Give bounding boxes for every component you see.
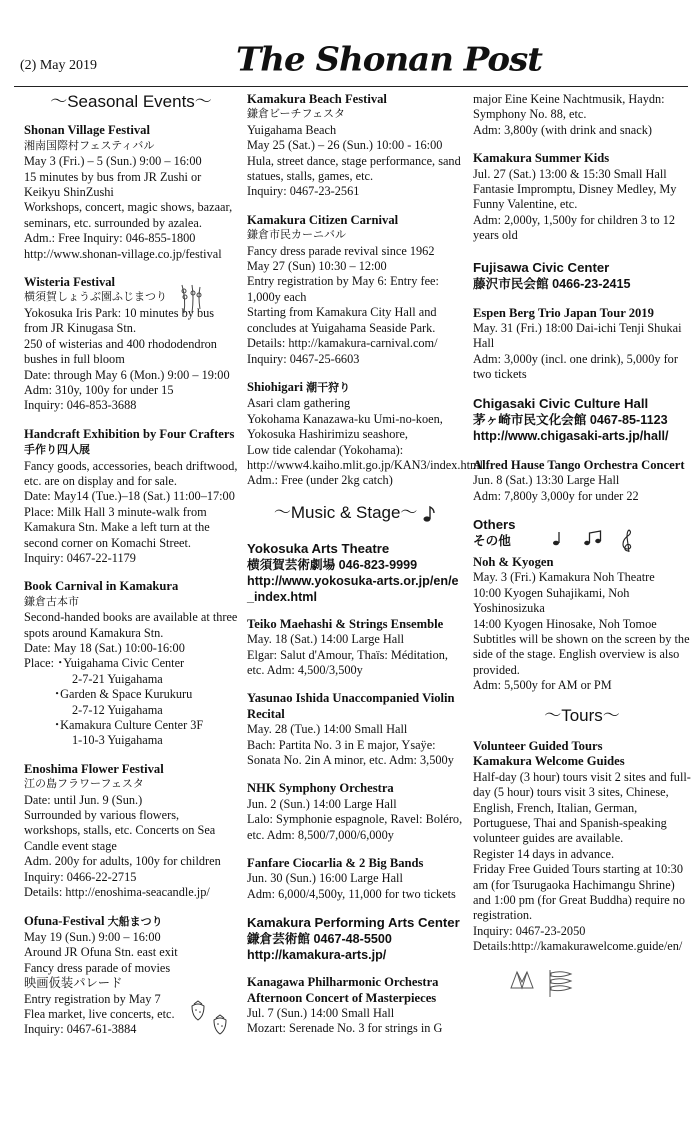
event-title: Espen Berg Trio Japan Tour 2019 xyxy=(473,305,654,320)
others-name: Others xyxy=(473,516,516,532)
event-detail: Inquiry: 0467-22-1179 xyxy=(24,550,136,565)
event-detail: Adm: 3,800y (with drink and snack) xyxy=(473,122,652,137)
event-list-others xyxy=(473,555,691,694)
venue-url[interactable]: http://www.yokosuka-arts.or.jp/en/e_index.html xyxy=(247,573,459,604)
event-title: Wisteria Festival xyxy=(24,275,116,290)
event-detail: Date: through May 6 (Mon.) 9:00 – 19:00 xyxy=(24,367,230,382)
event-title: Fanfare Ciocarlia & 2 Big Bands xyxy=(247,856,424,871)
event-item xyxy=(247,92,463,200)
venue-phone: 0466-23-2415 xyxy=(552,276,631,291)
event-detail: Surrounded by various flowers, workshops, stalls, etc. Concerts on Sea Candle event stage xyxy=(24,808,216,853)
event-title: Kanagawa Philharmonic Orchestra Afternoon Concert of Masterpieces xyxy=(247,975,439,1005)
section-heading-seasonal-events: 〜Seasonal Events〜 xyxy=(50,92,212,111)
event-detail: Mozart: Serenade No. 3 for strings in G xyxy=(247,1021,443,1036)
event-detail: Fancy dress parade of movies xyxy=(24,960,171,975)
event-detail: Inquiry: 0467-23-2050 xyxy=(473,923,586,938)
event-detail: 1-10-3 Yuigahama xyxy=(72,733,163,748)
event-item xyxy=(247,856,463,902)
beamed-notes-icon xyxy=(583,529,603,553)
event-detail: Flea market, live concerts, etc. xyxy=(24,1006,175,1021)
venue-jp-name: 鎌倉芸術館 xyxy=(247,932,310,947)
event-item xyxy=(247,379,484,489)
issue-date: (2) May 2019 xyxy=(20,58,97,73)
treble-clef-icon xyxy=(621,529,635,553)
music-note-icon xyxy=(551,529,565,553)
event-jp-title: 鎌倉ビーチフェスタ xyxy=(247,108,346,121)
venue-jp-name: 茅ヶ崎市民文化会館 xyxy=(473,412,587,427)
event-title: Yasunao Ishida Unaccompanied Violin Recital xyxy=(247,691,455,721)
event-detail: 映画仮装パレード xyxy=(24,976,123,991)
event-detail: Jun. 30 (Sun.) 16:00 Large Hall xyxy=(247,871,403,886)
venue-name: Kamakura Performing Arts Center xyxy=(247,915,460,931)
event-list-kamakura-arts xyxy=(247,975,463,1037)
event-list-yokosuka xyxy=(247,617,463,903)
event-detail: Fancy goods, accessories, beach driftwood, etc. are on display and for sale. xyxy=(24,458,238,488)
event-detail: Entry registration by May 7 xyxy=(24,991,161,1006)
event-detail: Inquiry: 0467-25-6603 xyxy=(247,351,360,366)
tour-title: Volunteer Guided Tours xyxy=(473,738,603,753)
venue-chigasaki xyxy=(473,396,691,444)
event-detail: ･Kamakura Culture Center 3F xyxy=(54,718,204,733)
event-title: Kamakura Beach Festival xyxy=(247,92,387,106)
tour-illustrations xyxy=(509,968,691,998)
event-detail: Entry registration by May 6: Entry fee: 1,000y each xyxy=(247,274,439,304)
event-detail: Low tide calendar (Yokohama): xyxy=(247,442,404,457)
event-jp-title: 鎌倉古本市 xyxy=(24,595,79,608)
event-detail: Fantasie Impromptu, Disney Medley, My Funny Valentine, etc. xyxy=(473,182,677,212)
venue-phone: 046-823-9999 xyxy=(338,557,418,572)
event-detail: Details: http://enoshima-seacandle.jp/ xyxy=(24,885,210,900)
others-heading xyxy=(473,517,691,549)
venue-contact xyxy=(473,276,691,292)
event-detail: Adm.: Free Inquiry: 046-855-1800 xyxy=(24,231,196,246)
event-item xyxy=(24,123,238,262)
event-detail: 14:00 Kyogen Hinosake, Noh Tomoe xyxy=(473,616,657,631)
event-detail: May 25 (Sat.) – 26 (Sun.) 10:00 - 16:00 xyxy=(247,138,443,153)
event-detail: May. 3 (Fri.) Kamakura Noh Theatre xyxy=(473,570,655,585)
event-detail: Jul. 27 (Sat.) 13:00 & 15:30 Small Hall xyxy=(473,166,667,181)
event-detail: Register 14 days in advance. xyxy=(473,846,615,861)
event-item xyxy=(247,213,463,367)
event-item xyxy=(473,555,691,694)
event-jp-title: 手作り四人展 xyxy=(24,444,90,457)
event-item xyxy=(247,975,463,1037)
music-notes-decoration xyxy=(551,529,635,553)
newsletter-title: The Shonan Post xyxy=(236,41,542,79)
event-title: Shonan Village Festival xyxy=(24,123,150,138)
event-detail: Yokosuka Iris Park: 10 minutes by bus from JR Kinugasa Stn. xyxy=(24,305,215,336)
event-detail: Workshops, concert, magic shows, bazaar, seminars, etc. surrounded by azalea. xyxy=(24,200,233,230)
event-detail: 250 of wisterias and 400 rhododendron bushes in full bloom xyxy=(24,336,217,367)
event-jp-title: 大船まつり xyxy=(107,915,163,928)
event-detail: 10:00 Kyogen Suhajikami, Noh Yoshinosizuka xyxy=(473,585,630,616)
event-detail: Details: http://kamakura-carnival.com/ xyxy=(247,336,438,351)
event-item xyxy=(247,691,463,768)
event-item xyxy=(247,781,463,843)
venue-name: Chigasaki Civic Culture Hall xyxy=(473,395,649,411)
venue-phone: 0467-48-5500 xyxy=(313,932,392,947)
event-detail: May 19 (Sun.) 9:00 – 16:00 xyxy=(24,929,161,944)
header-rule xyxy=(14,86,688,87)
event-jp-title: 湘南国際村フェスティバル xyxy=(24,139,155,152)
venue-fujisawa xyxy=(473,260,691,292)
venue-jp-name: 横須賀芸術劇場 xyxy=(247,557,336,572)
koinobori-icon xyxy=(547,968,573,998)
event-detail: Asari clam gathering xyxy=(247,396,351,411)
event-detail: Starting from Kamakura City Hall and concludes at Yuigahama Seaside Park. xyxy=(247,305,437,335)
event-detail: Half-day (3 hour) tours visit 2 sites and full-day (5 hour) tours visit 3 sites, Chinese, English, French, Italian, German, Portuguese, Thai and Spanish-speaking volunteer guides are available. xyxy=(473,769,691,846)
event-detail: Subtitles will be shown on the screen by the side of the stage. English overview is also provided. xyxy=(473,631,690,677)
event-jp-title: 潮干狩り xyxy=(306,381,351,394)
event-detail: Yokohama Kanazawa-ku Umi-no-koen, Yokosuka Hashirimizu seashore, xyxy=(247,411,443,442)
event-detail: Adm: 3,000y (incl. one drink), 5,000y for two tickets xyxy=(473,351,678,382)
venue-url[interactable]: http://www.chigasaki-arts.jp/hall/ xyxy=(473,428,669,443)
event-title: Shiohigari 潮干狩り xyxy=(247,379,351,394)
event-detail: Inquiry: 046-853-3688 xyxy=(24,398,137,413)
event-item xyxy=(24,427,238,567)
event-detail: Jun. 2 (Sun.) 14:00 Large Hall xyxy=(247,796,397,811)
event-detail: May. 31 (Fri.) 18:00 Dai-ichi Tenji Shukai Hall xyxy=(473,321,682,351)
event-detail: Hula, street dance, stage performance, sand statues, stalls, games, etc. xyxy=(247,153,461,184)
event-detail: Place: Milk Hall 3 minute-walk from Kamakura Stn. Make a left turn at the second corner on Komachi Street. xyxy=(24,504,210,550)
event-detail: Adm: 310y, 100y for under 15 xyxy=(24,382,174,397)
venue-contact xyxy=(247,931,463,947)
event-jp-title: 鎌倉市民カーニバル xyxy=(247,229,346,242)
event-item xyxy=(473,306,691,383)
column-middle xyxy=(247,92,484,1050)
event-detail: Around JR Ofuna Stn. east exit xyxy=(24,945,178,960)
event-title: Teiko Maehashi & Strings Ensemble xyxy=(247,616,444,631)
event-list-fujisawa xyxy=(473,306,691,383)
event-title: Book Carnival in Kamakura xyxy=(24,579,179,594)
event-detail: Jul. 7 (Sun.) 14:00 Small Hall xyxy=(247,1006,395,1021)
event-detail: Inquiry: 0466-22-2715 xyxy=(24,869,137,884)
event-detail: Bach: Partita No. 3 in E major, Ysaÿe: Sonata No. 2in A minor, etc. Adm: 3,500y xyxy=(247,737,454,767)
event-detail: major Eine Keine Nachtmusik, Haydn: Symphony No. 88, etc. xyxy=(473,92,665,122)
event-detail: Jun. 8 (Sat.) 13:30 Large Hall xyxy=(473,473,620,488)
event-list-chigasaki xyxy=(473,458,691,504)
column-right xyxy=(473,92,691,998)
strawberry-icon xyxy=(188,1000,208,1036)
tour-details xyxy=(473,770,691,955)
event-detail: ･Garden & Space Kurukuru xyxy=(54,687,193,702)
others-jp: その他 xyxy=(473,533,511,548)
strawberry-icon xyxy=(210,1014,230,1036)
event-detail: Adm: 2,000y, 1,500y for children 3 to 12 years old xyxy=(473,212,676,243)
event-detail: Adm. 200y for adults, 100y for children xyxy=(24,854,221,869)
continued-text xyxy=(473,92,691,138)
seasonal-event-list xyxy=(24,123,238,1037)
event-detail: http://www.shonan-village.co.jp/festival xyxy=(24,246,222,261)
event-detail: May. 18 (Sat.) 14:00 Large Hall xyxy=(247,632,405,647)
event-detail: Adm: 7,800y 3,000y for under 22 xyxy=(473,488,639,503)
event-item xyxy=(24,579,238,748)
event-detail: Second-handed books are available at three spots around Kamakura Stn. xyxy=(24,610,238,640)
strawberry-icons xyxy=(188,1000,230,1036)
section-heading-music-stage xyxy=(247,502,463,523)
event-detail: Inquiry: 0467-61-3884 xyxy=(24,1022,137,1037)
event-title: Handcraft Exhibition by Four Crafters 手作り四人展 xyxy=(24,426,235,457)
event-detail: Inquiry: 0467-23-2561 xyxy=(247,184,360,199)
wisteria-icon xyxy=(176,283,208,317)
event-item xyxy=(24,762,238,901)
venue-jp-name: 藤沢市民会館 xyxy=(473,276,549,291)
origami-icon xyxy=(509,968,535,998)
event-detail: Place: ･Yuigahama Civic Center xyxy=(24,656,185,671)
event-detail: May 3 (Fri.) – 5 (Sun.) 9:00 – 16:00 xyxy=(24,154,202,169)
venue-contact xyxy=(473,412,691,428)
event-item xyxy=(473,151,691,243)
event-detail: Date: May 18 (Sat.) 10:00-16:00 xyxy=(24,641,185,655)
event-detail: Friday Free Guided Tours starting at 10:30 am (for Tsurugaoka Hachimangu Shrine) and 1:00 pm (for Great Buddha) require no registration. xyxy=(473,862,686,923)
venue-kamakura-arts xyxy=(247,915,463,963)
event-jp-title: 横須賀しょうぶ園ふじまつり xyxy=(24,291,167,304)
section-heading-text: 〜Music & Stage〜 xyxy=(273,502,418,522)
event-detail: Yuigahama Beach xyxy=(247,122,337,137)
event-detail: Adm: 6,000/4,500y, 11,000 for two tickets xyxy=(247,886,456,901)
event-title: Noh & Kyogen xyxy=(473,554,554,569)
event-item xyxy=(247,617,463,679)
event-detail: Adm: 5,500y for AM or PM xyxy=(473,678,612,693)
venue-yokosuka-arts xyxy=(247,541,463,605)
venue-name: Fujisawa Civic Center xyxy=(473,259,610,275)
venue-phone: 0467-85-1123 xyxy=(589,412,668,427)
event-list-top xyxy=(247,92,484,489)
tour-subtitle: Kamakura Welcome Guides xyxy=(473,754,625,769)
event-detail: Date: until Jun. 9 (Sun.) xyxy=(24,792,143,807)
event-detail: 15 minutes by bus from JR Zushi or Keikyu ShinZushi xyxy=(24,169,202,200)
event-item xyxy=(473,458,691,504)
venue-name: Yokosuka Arts Theatre xyxy=(247,540,390,556)
column-seasonal-events xyxy=(24,92,238,1051)
venue-contact xyxy=(247,557,463,573)
event-detail: 2-7-21 Yuigahama xyxy=(72,671,163,686)
event-detail: 2-7-12 Yuigahama xyxy=(72,702,163,717)
event-title: Ofuna-Festival 大船まつり xyxy=(24,913,163,928)
music-note-icon xyxy=(422,505,436,523)
event-title: NHK Symphony Orchestra xyxy=(247,781,394,796)
event-detail: Details:http://kamakurawelcome.guide/en/ xyxy=(473,939,683,954)
section-heading-tours: 〜Tours〜 xyxy=(544,705,620,725)
event-detail: Lalo: Symphonie espagnole, Ravel: Boléro, etc. Adm: 8,500/7,000/6,000y xyxy=(247,812,463,842)
tour-listing xyxy=(473,739,691,955)
event-detail: Date: May14 (Tue.)–18 (Sat.) 11:00–17:00 xyxy=(24,489,235,504)
event-detail: Elgar: Salut d'Amour, Thaïs: Méditation, etc. Adm: 4,500/3,500y xyxy=(247,647,448,677)
event-title: Kamakura Citizen Carnival xyxy=(247,212,399,227)
event-detail: Fancy dress parade revival since 1962 xyxy=(247,243,435,258)
event-detail: May 27 (Sun) 10:30 – 12:00 xyxy=(247,259,387,274)
event-list-summer-kids xyxy=(473,151,691,243)
event-detail: May. 28 (Tue.) 14:00 Small Hall xyxy=(247,722,408,737)
event-title: Kamakura Summer Kids xyxy=(473,151,610,166)
event-title: Enoshima Flower Festival xyxy=(24,761,164,776)
event-jp-title: 江の島フラワーフェスタ xyxy=(24,778,144,791)
event-detail: http://www4.kaiho.mlit.go.jp/KAN3/index.html Adm.: Free (under 2kg catch) xyxy=(247,457,484,488)
venue-url[interactable]: http://kamakura-arts.jp/ xyxy=(247,948,387,963)
event-title: Alfred Hause Tango Orchestra Concert xyxy=(473,457,685,472)
